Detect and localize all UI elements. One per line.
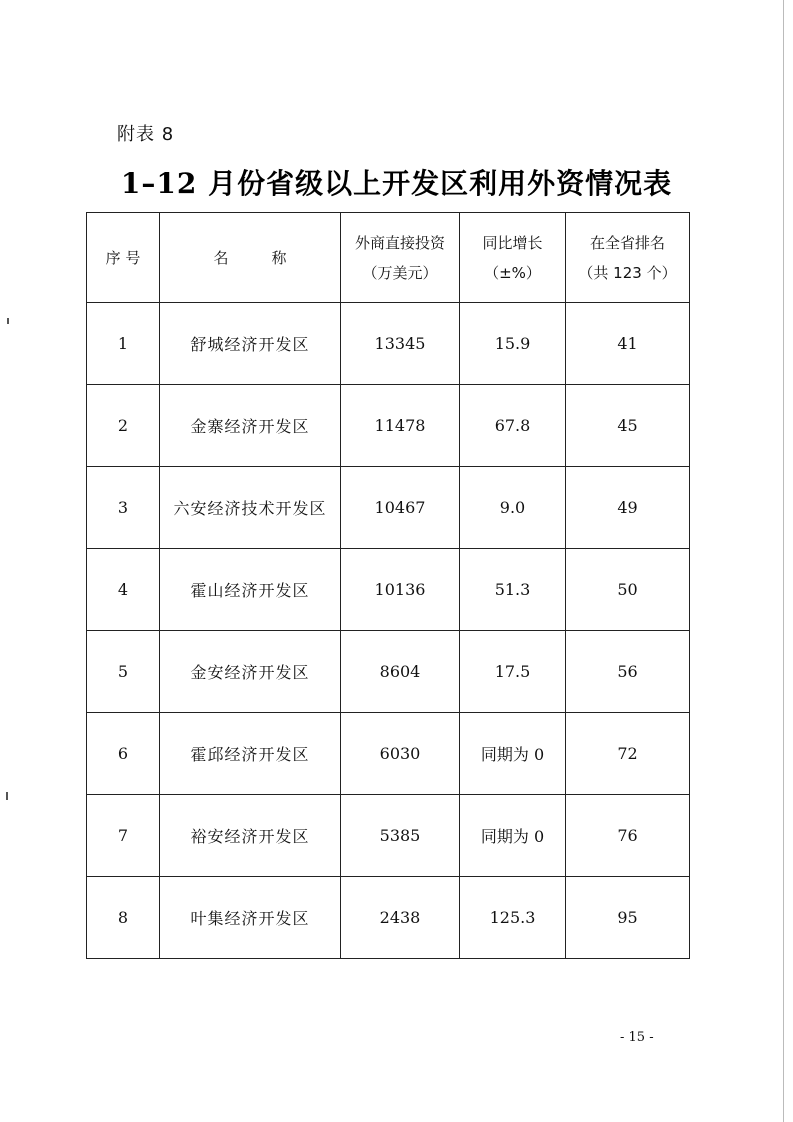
scan-mark — [7, 318, 9, 324]
scan-mark — [6, 792, 8, 800]
cell-fdi: 13345 — [341, 303, 460, 385]
cell-zone-name: 叶集经济开发区 — [160, 877, 341, 959]
cell-rank: 56 — [566, 631, 690, 713]
table-row — [87, 795, 690, 877]
annex-label: 附表 8 — [117, 124, 175, 145]
cell-fdi: 2438 — [341, 877, 460, 959]
cell-growth: 67.8 — [460, 385, 566, 467]
cell-zone-name: 金安经济开发区 — [160, 631, 341, 713]
header-rank: 在全省排名 （共 123 个） — [566, 213, 690, 303]
table-row — [87, 385, 690, 467]
cell-fdi: 11478 — [341, 385, 460, 467]
cell-zone-name: 裕安经济开发区 — [160, 795, 341, 877]
cell-seq: 1 — [87, 303, 160, 385]
cell-rank: 41 — [566, 303, 690, 385]
cell-growth: 51.3 — [460, 549, 566, 631]
cell-growth: 17.5 — [460, 631, 566, 713]
cell-zone-name: 舒城经济开发区 — [160, 303, 341, 385]
cell-rank: 49 — [566, 467, 690, 549]
table-row — [87, 713, 690, 795]
cell-rank: 50 — [566, 549, 690, 631]
cell-seq: 2 — [87, 385, 160, 467]
table-row — [87, 877, 690, 959]
table-row — [87, 467, 690, 549]
cell-zone-name: 霍山经济开发区 — [160, 549, 341, 631]
cell-growth: 同期为 0 — [460, 795, 566, 877]
cell-fdi: 5385 — [341, 795, 460, 877]
table-header-row — [87, 213, 690, 303]
cell-fdi: 10136 — [341, 549, 460, 631]
header-seq: 序 号 — [87, 213, 160, 303]
header-name: 名 称 — [160, 213, 341, 303]
cell-growth: 125.3 — [460, 877, 566, 959]
table-row — [87, 631, 690, 713]
cell-fdi: 10467 — [341, 467, 460, 549]
cell-fdi: 6030 — [341, 713, 460, 795]
page-title: 1–12 月份省级以上开发区利用外资情况表 — [120, 167, 673, 200]
cell-seq: 5 — [87, 631, 160, 713]
cell-growth: 同期为 0 — [460, 713, 566, 795]
cell-rank: 76 — [566, 795, 690, 877]
cell-seq: 6 — [87, 713, 160, 795]
cell-rank: 72 — [566, 713, 690, 795]
cell-rank: 95 — [566, 877, 690, 959]
header-fdi: 外商直接投资 （万美元） — [341, 213, 460, 303]
cell-rank: 45 — [566, 385, 690, 467]
cell-seq: 7 — [87, 795, 160, 877]
table-row — [87, 549, 690, 631]
cell-growth: 9.0 — [460, 467, 566, 549]
cell-fdi: 8604 — [341, 631, 460, 713]
cell-seq: 8 — [87, 877, 160, 959]
header-growth: 同比增长 （±%） — [460, 213, 566, 303]
cell-zone-name: 六安经济技术开发区 — [160, 467, 341, 549]
table-row — [87, 303, 690, 385]
cell-seq: 3 — [87, 467, 160, 549]
page-number: - 15 - — [620, 1030, 654, 1045]
cell-zone-name: 霍邱经济开发区 — [160, 713, 341, 795]
cell-zone-name: 金寨经济开发区 — [160, 385, 341, 467]
cell-growth: 15.9 — [460, 303, 566, 385]
cell-seq: 4 — [87, 549, 160, 631]
fdi-table — [86, 212, 690, 959]
